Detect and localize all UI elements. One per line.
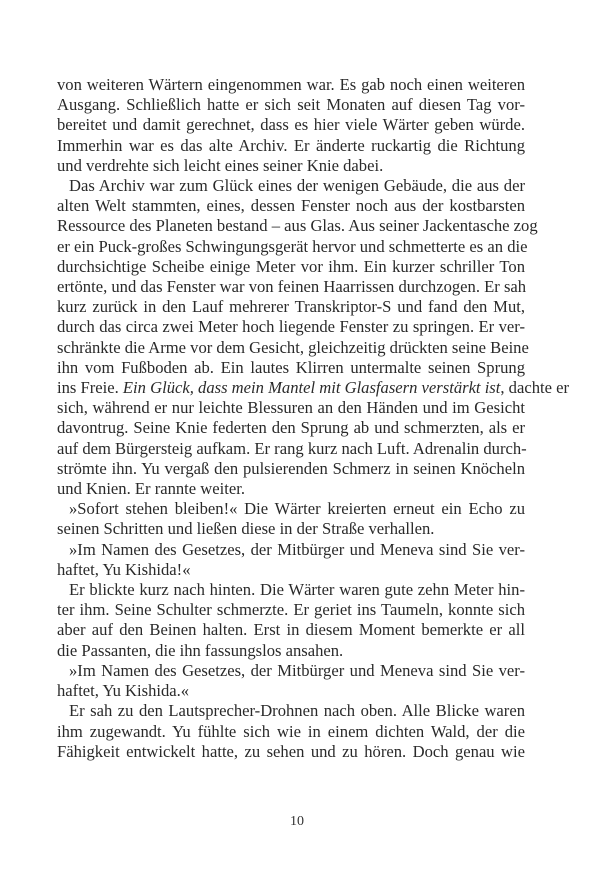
text-line: »Im Namen des Gesetzes, der Mitbürger und Meneva sind Sie ver- xyxy=(69,660,525,680)
inner-thought-italic: Ein Glück, dass mein Mantel mit Glasfasern verstärkt ist xyxy=(122,378,501,398)
text-line: schränkte die Arme vor dem Gesicht, gleichzeitig drückten seine Beine xyxy=(57,337,529,357)
paragraph-7 xyxy=(57,701,525,762)
text-line: Ressource des Planeten bestand – aus Glas. Aus seiner Jackentasche zog xyxy=(57,216,538,236)
text-line: Er sah zu den Lautsprecher-Drohnen nach oben. Alle Blicke waren xyxy=(69,701,525,721)
text-segment: , dachte er xyxy=(500,378,570,398)
paragraph-6 xyxy=(57,661,525,701)
text-line: durch das circa zwei Meter hoch liegende Fenster zu springen. Er ver- xyxy=(57,317,525,337)
text-line: kurz zurück in den Lauf mehrerer Transkriptor-S und fand den Mut, xyxy=(57,297,525,317)
page-number: 10 xyxy=(290,814,304,829)
paragraph-5 xyxy=(57,580,525,661)
text-line: haftet, Yu Kishida.« xyxy=(57,681,190,701)
paragraph-3 xyxy=(57,499,525,539)
text-line: Er blickte kurz nach hinten. Die Wärter waren gute zehn Meter hin- xyxy=(69,580,525,600)
text-line: ter ihm. Seine Schulter schmerzte. Er geriet ins Taumeln, konnte sich xyxy=(57,600,525,620)
text-line: haftet, Yu Kishida!« xyxy=(57,559,191,579)
text-line: »Sofort stehen bleiben!« Die Wärter kreierten erneut ein Echo zu xyxy=(69,499,525,519)
text-line: von weiteren Wärtern eingenommen war. Es gab noch einen weiteren xyxy=(57,75,525,94)
paragraph-2 xyxy=(57,176,570,499)
text-line: und Knien. Er rannte weiter. xyxy=(57,479,246,499)
text-line: ihn vom Fußboden ab. Ein lautes Klirren untermalte seinen Sprung xyxy=(57,357,525,377)
text-line: er ein Puck-großes Schwingungsgerät hervor und schmetterte es an die xyxy=(57,236,528,256)
paragraph-4 xyxy=(57,540,525,580)
text-line: alten Welt stammten, eines, dessen Fenster noch aus der kostbarsten xyxy=(57,196,525,216)
text-segment: ins Freie. xyxy=(57,378,123,398)
text-line: davontrug. Seine Knie federten den Sprung ab und schmerzten, als er xyxy=(57,418,525,438)
text-line: strömte ihn. Yu vergaß den pulsierenden Schmerz in seinen Knöcheln xyxy=(57,458,525,478)
paragraph-1 xyxy=(57,75,525,176)
text-line: ertönte, und das Fenster war von feinen Haarrissen durchzogen. Er sah xyxy=(57,277,527,297)
page-body xyxy=(57,75,570,762)
text-line: aber auf den Beinen halten. Erst in diesem Moment bemerkte er all xyxy=(57,620,525,640)
text-line: bereitet und damit gerechnet, dass es hier viele Wärter geben würde. xyxy=(57,115,525,135)
text-line: Das Archiv war zum Glück eines der wenigen Gebäude, die aus der xyxy=(69,176,525,196)
text-line: und verdrehte sich leicht eines seiner Knie dabei. xyxy=(57,155,384,175)
text-line: seinen Schritten und ließen diese in der Straße verhallen. xyxy=(57,519,435,539)
text-line: die Passanten, die ihn fassungslos ansahen. xyxy=(57,640,344,660)
text-line: ihm zugewandt. Yu fühlte sich wie in einem dichten Wald, der die xyxy=(57,721,525,741)
text-line: Fähigkeit entwickelt hatte, zu sehen und zu hören. Doch genau wie xyxy=(57,741,525,761)
text-line: durchsichtige Scheibe einige Meter vor ihm. Ein kurzer schriller Ton xyxy=(57,256,525,276)
text-line: »Im Namen des Gesetzes, der Mitbürger und Meneva sind Sie ver- xyxy=(69,539,525,559)
text-line: sich, während er nur leichte Blessuren an den Händen und im Gesicht xyxy=(57,398,525,418)
text-line: auf dem Bürgersteig aufkam. Er rang kurz nach Luft. Adrenalin durch- xyxy=(57,438,527,458)
text-line-with-italic xyxy=(57,378,570,398)
text-line: Ausgang. Schließlich hatte er sich seit Monaten auf diesen Tag vor- xyxy=(57,95,525,115)
text-line: Immerhin war es das alte Archiv. Er änderte ruckartig die Richtung xyxy=(57,135,525,155)
